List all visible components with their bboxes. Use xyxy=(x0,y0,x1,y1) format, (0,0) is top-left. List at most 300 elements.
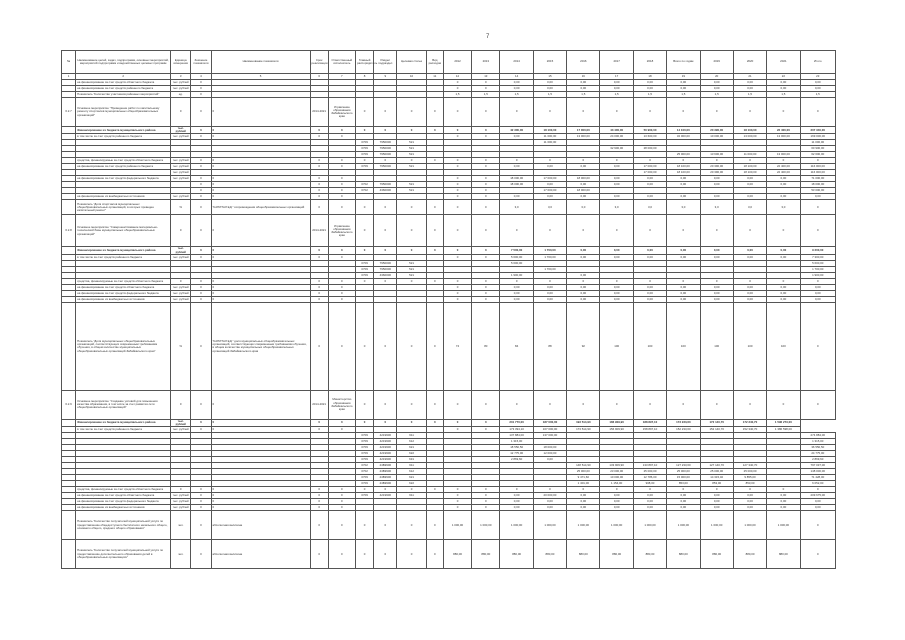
table-cell: 0 xyxy=(356,511,374,540)
table-cell: 880,00 xyxy=(533,540,566,569)
column-number: 4 xyxy=(191,74,211,80)
table-cell: 4219900 xyxy=(374,493,397,499)
table-cell: 0 xyxy=(191,284,211,290)
table-cell: 0 xyxy=(426,487,443,493)
table-cell: 18 000,00 xyxy=(567,176,600,182)
column-number: 12 xyxy=(443,74,471,80)
table-cell: 880,00 xyxy=(733,540,766,569)
table-cell: 521 xyxy=(397,152,426,158)
table-cell: 18 000,00 xyxy=(567,188,600,194)
table-cell: 0 xyxy=(310,296,328,302)
table-cell: на финансирование из внебюджетных источников xyxy=(76,194,171,200)
table-cell: 0,00 xyxy=(533,164,566,170)
table-cell: 1 000,00 xyxy=(443,511,471,540)
table-cell: 1 700,00 xyxy=(533,254,566,260)
table-cell: 28 000,00 xyxy=(633,146,666,152)
table-cell: 1 900,00 xyxy=(500,272,533,278)
table-cell: 1 386 598,00 xyxy=(767,427,800,433)
table-cell: 0 xyxy=(733,98,766,127)
table-row xyxy=(62,215,836,247)
table-cell: 20 390,00 xyxy=(700,127,733,134)
table-cell: 0 xyxy=(328,505,355,511)
table-cell: 0,00 xyxy=(700,296,733,302)
table-cell: 0 xyxy=(600,158,633,164)
table-cell: 0,00 xyxy=(600,194,633,200)
table-cell: 186 909,90 xyxy=(600,419,633,426)
table-cell: тыс. рублей xyxy=(171,505,191,511)
table-cell: 1 000,00 xyxy=(567,511,600,540)
table-cell: 0,00 xyxy=(567,254,600,260)
table-cell: "КАПИТАЛ ЕД." доля муниципальных общеобразовательных организаций, соответствующих современным требованиям обучения, в общем количестве муниципальных общеобразовательных организаций Забайкальского края xyxy=(211,302,310,390)
table-cell: тыс. рублей xyxy=(171,427,191,433)
table-cell: 0 xyxy=(426,200,443,215)
table-cell: тыс. рублей xyxy=(171,164,191,170)
table-cell: 187 000,00 xyxy=(533,419,566,426)
table-cell: 7950000 xyxy=(374,260,397,266)
table-cell: 12 000,00 xyxy=(533,451,566,457)
table-cell: 622 xyxy=(397,451,426,457)
table-row xyxy=(62,419,836,426)
table-cell: 0709 xyxy=(356,164,374,170)
table-cell: 13 000,00 xyxy=(733,134,766,140)
table-cell: 0 xyxy=(472,499,500,505)
table-cell: 0 xyxy=(328,302,355,390)
table-cell: 0,00 xyxy=(733,290,766,296)
table-cell: 0 xyxy=(328,540,355,569)
table-cell: 137 884,00 xyxy=(500,433,533,439)
table-cell: 11 000,00 xyxy=(800,140,835,146)
table-cell: 0,00 xyxy=(567,505,600,511)
table-cell: 0,00 xyxy=(500,284,533,290)
table-cell: 0 xyxy=(426,215,443,247)
table-cell: 0 xyxy=(533,158,566,164)
column-header: 2021 xyxy=(767,51,800,74)
column-number: 6 xyxy=(310,74,328,80)
table-cell: 0,00 xyxy=(533,80,566,86)
table-cell: 0 xyxy=(472,390,500,419)
table-cell: 0 xyxy=(667,98,700,127)
table-cell: 0 xyxy=(443,194,471,200)
table-cell: 50 900,00 xyxy=(633,127,666,134)
table-cell: 74 xyxy=(443,302,471,390)
table-cell: 0 xyxy=(472,487,500,493)
table-cell: 0 xyxy=(310,127,328,134)
table-cell: 0,00 xyxy=(667,296,700,302)
table-cell: тыс. рублей xyxy=(171,127,191,134)
table-cell: 0 xyxy=(472,127,500,134)
table-cell: 0 xyxy=(310,194,328,200)
table-row xyxy=(62,540,836,569)
table-cell: Показатель "Количество получателей муниципальной услуги по предоставлению дополнительного образования детей в общеобразовательных организациях" xyxy=(76,540,171,569)
table-cell: тыс. рублей xyxy=(171,296,191,302)
table-cell: 0,00 xyxy=(600,164,633,170)
table-cell: тыс. рублей xyxy=(171,493,191,499)
table-cell: 0 xyxy=(211,487,310,493)
table-cell: 0709 xyxy=(356,475,374,481)
table-cell xyxy=(62,302,76,390)
table-cell: 0,00 xyxy=(533,296,566,302)
column-header: 2016 xyxy=(567,51,600,74)
table-cell: 0 xyxy=(211,419,310,426)
table-cell: 0,00 xyxy=(567,247,600,254)
table-cell: 0 xyxy=(397,419,426,426)
table-cell: 0 xyxy=(567,98,600,127)
table-cell: 0 xyxy=(211,278,310,284)
table-cell: 0 xyxy=(191,158,211,164)
table-cell: 0 xyxy=(443,247,471,254)
table-cell: 100 xyxy=(767,302,800,390)
table-cell: 9 200,00 xyxy=(800,247,835,254)
table-cell: 0,00 xyxy=(567,290,600,296)
table-cell: 0 xyxy=(191,499,211,505)
table-cell: 0 xyxy=(567,215,600,247)
table-cell: 0 xyxy=(356,278,374,284)
table-cell: 0 xyxy=(700,158,733,164)
table-cell: 631 xyxy=(397,457,426,463)
table-cell: Показатель "Доля спортзалов муниципальных общеобразовательных организаций, в которых проведен капитальный ремонт" xyxy=(76,200,171,215)
table-cell: 0 xyxy=(211,164,310,170)
table-cell: 0,00 xyxy=(733,296,766,302)
column-number: 19 xyxy=(667,74,700,80)
column-number: 9 xyxy=(374,74,397,80)
table-cell: 6 052,00 xyxy=(800,481,835,487)
table-cell: 12 786,00 xyxy=(633,475,666,481)
column-number: 5 xyxy=(211,74,310,80)
table-cell xyxy=(62,200,76,215)
table-cell: 0,00 xyxy=(733,254,766,260)
table-row xyxy=(62,302,836,390)
table-cell: 0 xyxy=(800,158,835,164)
table-cell: 0 xyxy=(310,158,328,164)
table-cell: 0 xyxy=(397,158,426,164)
table-cell: 0 xyxy=(374,487,397,493)
table-cell: тыс. рублей xyxy=(171,419,191,426)
table-cell: 100 xyxy=(733,302,766,390)
table-cell: 0 xyxy=(310,487,328,493)
table-cell: 0,00 xyxy=(733,499,766,505)
table-cell: 0 xyxy=(533,278,566,284)
table-cell: 0,00 xyxy=(733,176,766,182)
table-cell: 44Б9900 xyxy=(374,469,397,475)
table-cell: 0,00 xyxy=(533,290,566,296)
table-cell: 0 xyxy=(211,499,310,505)
table-cell: 1,5 xyxy=(443,92,471,98)
table-cell: 1,5 xyxy=(767,92,800,98)
table-cell: 0709 xyxy=(356,451,374,457)
table-cell: 0,00 xyxy=(533,499,566,505)
table-cell: 5 600,00 xyxy=(800,260,835,266)
table-cell: 0,00 xyxy=(500,164,533,170)
column-number: 8 xyxy=(356,74,374,80)
table-cell: 0,00 xyxy=(533,505,566,511)
table-cell: 0 xyxy=(567,390,600,419)
table-row xyxy=(62,511,836,540)
table-cell: 22 400,00 xyxy=(767,164,800,170)
table-cell: 15 000,00 xyxy=(667,475,700,481)
table-cell: 167 000,00 xyxy=(533,427,566,433)
table-cell: 0 xyxy=(443,390,471,419)
table-cell: 0,00 xyxy=(567,296,600,302)
table-cell: 0 xyxy=(310,200,328,215)
table-cell: 0 xyxy=(443,158,471,164)
table-cell: 1,5 xyxy=(533,92,566,98)
table-cell: 0709 xyxy=(356,493,374,499)
table-cell: 0 xyxy=(310,511,328,540)
table-cell: 0 xyxy=(472,493,500,499)
table-cell: 7950000 xyxy=(374,266,397,272)
table-cell: 2014-2021 xyxy=(310,215,328,247)
table-cell: на финансирование за счет средств федерального бюджета xyxy=(76,290,171,296)
table-cell: 0 xyxy=(667,390,700,419)
table-cell: 0 xyxy=(356,540,374,569)
table-cell: 0,00 xyxy=(500,86,533,92)
table-cell: 0 xyxy=(191,511,211,540)
table-cell: 0 xyxy=(567,487,600,493)
table-cell: тыс. рублей xyxy=(171,247,191,254)
table-cell: 25 000,00 xyxy=(733,469,766,475)
table-cell: 17 000,00 xyxy=(633,170,666,176)
table-cell: 1 596 273,00 xyxy=(767,419,800,426)
table-cell: 1,5 xyxy=(500,92,533,98)
table-cell: 6.2.7 xyxy=(62,98,76,127)
table-cell: 0 xyxy=(328,419,355,426)
table-cell: 1 000,00 xyxy=(633,511,666,540)
table-cell: 0 xyxy=(700,390,733,419)
table-cell: 0 xyxy=(472,505,500,511)
table-cell: 0 xyxy=(700,98,733,127)
table-cell: Показатель "Доля муниципальных общеобразовательных организаций, соответствующих современным требованиям обучения, в общем количестве муниципальных общеобразовательных организаций Забайкальского края" xyxy=(76,302,171,390)
table-cell: 0 xyxy=(443,215,471,247)
table-cell: 62 600,00 xyxy=(800,152,835,158)
table-cell: на финансирование за счет средств районного бюджета xyxy=(76,86,171,92)
table-cell: Основное мероприятие "Проведение работ по капитальному ремонту спортзалов муниципальных общеобразовательных организаций" xyxy=(76,98,171,127)
table-cell: 18 100,00 xyxy=(667,164,700,170)
table-cell: 25 000,00 xyxy=(567,469,600,475)
table-cell: 0 xyxy=(211,290,310,296)
table-cell: 0,00 xyxy=(800,80,835,86)
table-cell: 0,00 xyxy=(600,290,633,296)
table-cell: 0 xyxy=(443,427,471,433)
table-row xyxy=(62,390,836,419)
table-cell: тыс. рублей xyxy=(171,499,191,505)
table-cell: 18 100,00 xyxy=(733,170,766,176)
table-row xyxy=(62,98,836,127)
table-cell: 0 xyxy=(356,98,374,127)
table-cell: 1 700,00 xyxy=(533,247,566,254)
table-cell: 0 xyxy=(733,487,766,493)
table-cell: 0709 xyxy=(356,445,374,451)
table-cell: 0 xyxy=(191,302,211,390)
table-cell: % xyxy=(171,302,191,390)
column-header: Единица измерения xyxy=(171,51,191,74)
table-cell: 0,00 xyxy=(767,176,800,182)
table-cell: 0,00 xyxy=(667,505,700,511)
table-cell: 5 600,00 xyxy=(500,254,533,260)
table-cell: 0 xyxy=(211,188,310,194)
table-cell: 0 xyxy=(211,98,310,127)
column-number: 21 xyxy=(733,74,766,80)
table-cell: 2 869,60 xyxy=(800,457,835,463)
table-cell: 0 xyxy=(443,290,471,296)
table-cell: 0 xyxy=(211,505,310,511)
table-cell: 0,00 xyxy=(533,182,566,188)
table-cell: 173 514,90 xyxy=(567,427,600,433)
table-cell: 938,00 xyxy=(633,481,666,487)
table-cell: 0,00 xyxy=(767,86,800,92)
table-cell: 0 xyxy=(211,390,310,419)
table-cell: 0 xyxy=(397,511,426,540)
table-cell: тыс. рублей xyxy=(171,158,191,164)
table-cell: 0 xyxy=(800,200,835,215)
table-cell: 0 xyxy=(310,182,328,188)
table-cell: 0 xyxy=(443,505,471,511)
table-cell: 0709 xyxy=(356,266,374,272)
table-cell: Управление образования Забайкальского края xyxy=(328,98,355,127)
table-cell: 853,00 xyxy=(733,481,766,487)
table-cell: 18 100,00 xyxy=(733,164,766,170)
table-cell: 100 xyxy=(667,302,700,390)
table-cell: 0,00 xyxy=(633,493,666,499)
table-cell: 0,00 xyxy=(500,290,533,296)
table-cell: 0 xyxy=(310,284,328,290)
table-cell: 2014-2021 xyxy=(310,98,328,127)
table-cell: 0 xyxy=(443,127,471,134)
table-cell: 18 000,00 xyxy=(800,182,835,188)
table-row xyxy=(62,127,836,134)
table-cell: 0 xyxy=(500,487,533,493)
table-cell: 0 xyxy=(310,427,328,433)
table-cell: 0,00 xyxy=(733,284,766,290)
table-body xyxy=(62,80,836,569)
table-cell: 188 897,10 xyxy=(633,419,666,426)
table-cell: 0 xyxy=(374,419,397,426)
table-cell: 521 xyxy=(397,146,426,152)
table-cell: 0 xyxy=(310,134,328,140)
table-cell: 0 xyxy=(426,302,443,390)
table-cell: 0 xyxy=(328,127,355,134)
table-cell: абсолютная величина xyxy=(211,511,310,540)
table-cell: 44Б9900 xyxy=(374,475,397,481)
table-cell: 18 000,00 xyxy=(500,182,533,188)
table-cell: 22 400,00 xyxy=(767,170,800,176)
table-cell: 0,00 xyxy=(667,182,700,188)
table-cell: 25 000,00 xyxy=(633,469,666,475)
table-cell: 1 000,00 xyxy=(500,511,533,540)
table-cell: 0 xyxy=(328,182,355,188)
table-cell: 0 xyxy=(211,158,310,164)
table-cell: Министерство образования Забайкальского края xyxy=(328,390,355,419)
table-cell: 0,00 xyxy=(500,499,533,505)
table-cell: 44Б9900 xyxy=(374,463,397,469)
column-header: 2018 xyxy=(633,51,666,74)
table-cell: средства, финансируемые за счет средств областного бюджета xyxy=(76,487,171,493)
table-cell: 1 000,00 xyxy=(733,511,766,540)
table-cell: тыс. рублей xyxy=(171,284,191,290)
table-cell: 0,00 xyxy=(700,176,733,182)
table-cell: 53 000,00 xyxy=(800,188,835,194)
table-cell: 0 xyxy=(767,278,800,284)
table-cell: 0,00 xyxy=(667,493,700,499)
table-cell: 0 xyxy=(443,80,471,86)
table-cell: 612 xyxy=(397,439,426,445)
table-cell: 0 xyxy=(328,427,355,433)
table-cell: 0,00 xyxy=(700,499,733,505)
table-cell: 0 xyxy=(310,493,328,499)
table-cell: 0 xyxy=(767,215,800,247)
table-cell: 43 400,00 xyxy=(600,127,633,134)
table-cell: 0 xyxy=(397,540,426,569)
table-cell: 4360000 xyxy=(374,188,397,194)
table-cell xyxy=(62,540,76,569)
table-cell: 0 xyxy=(767,390,800,419)
table-cell: 0,00 xyxy=(633,86,666,92)
table-row xyxy=(62,200,836,215)
table-cell: 0 xyxy=(472,254,500,260)
table-cell: 0,00 xyxy=(767,194,800,200)
table-cell: 0709 xyxy=(356,439,374,445)
table-cell: 0 xyxy=(500,278,533,284)
table-cell: 0 xyxy=(600,390,633,419)
table-cell: 0,00 xyxy=(733,505,766,511)
table-cell: 0,00 xyxy=(767,296,800,302)
table-cell: 7950000 xyxy=(374,182,397,188)
table-cell: 152 233,60 xyxy=(667,427,700,433)
table-cell: 0 xyxy=(191,176,211,182)
table-cell: 0 xyxy=(191,215,211,247)
table-cell: 1,5 xyxy=(733,92,766,98)
column-number: 16 xyxy=(567,74,600,80)
table-cell: 880,00 xyxy=(500,540,533,569)
table-cell: тыс. рублей xyxy=(171,194,191,200)
table-cell: 0 xyxy=(472,86,500,92)
table-cell: 0 xyxy=(426,158,443,164)
table-cell: 521 xyxy=(397,188,426,194)
table-cell: на финансирование за счет средств областного бюджета xyxy=(76,80,171,86)
table-cell: 0 xyxy=(800,278,835,284)
table-cell xyxy=(62,127,76,134)
table-cell: 0,00 xyxy=(600,254,633,260)
table-cell: 0 xyxy=(191,164,211,170)
table-cell: 1 315,00 xyxy=(800,439,835,445)
table-cell: 0,00 xyxy=(800,290,835,296)
table-cell: 209 675,00 xyxy=(800,493,835,499)
column-header: Значение показателя xyxy=(191,51,211,74)
table-cell: 0 xyxy=(472,158,500,164)
table-cell: 156 909,90 xyxy=(600,427,633,433)
table-cell: 172 140,70 xyxy=(700,419,733,426)
table-cell: 0 xyxy=(443,254,471,260)
table-cell: 0 xyxy=(171,98,191,127)
table-cell: 133 897,10 xyxy=(633,463,666,469)
table-cell: 0,00 xyxy=(767,254,800,260)
table-cell: 20 000,00 xyxy=(533,493,566,499)
table-cell: 853,00 xyxy=(667,481,700,487)
table-cell: 0,00 xyxy=(567,493,600,499)
table-cell: 612 xyxy=(397,469,426,475)
table-cell: 0 xyxy=(733,278,766,284)
table-cell: на финансирование из внебюджетных источников xyxy=(76,296,171,302)
table-cell: 0 xyxy=(374,247,397,254)
table-cell: 0 xyxy=(397,487,426,493)
table-cell: 3,0 xyxy=(533,200,566,215)
table-cell: 0,00 xyxy=(600,493,633,499)
table-cell: 17 000,00 xyxy=(533,188,566,194)
table-cell: 11 000,00 xyxy=(733,152,766,158)
table-cell: 14 315,40 xyxy=(700,475,733,481)
column-number: 15 xyxy=(533,74,566,80)
table-cell: 0 xyxy=(328,499,355,505)
table-cell: 0,00 xyxy=(733,247,766,254)
